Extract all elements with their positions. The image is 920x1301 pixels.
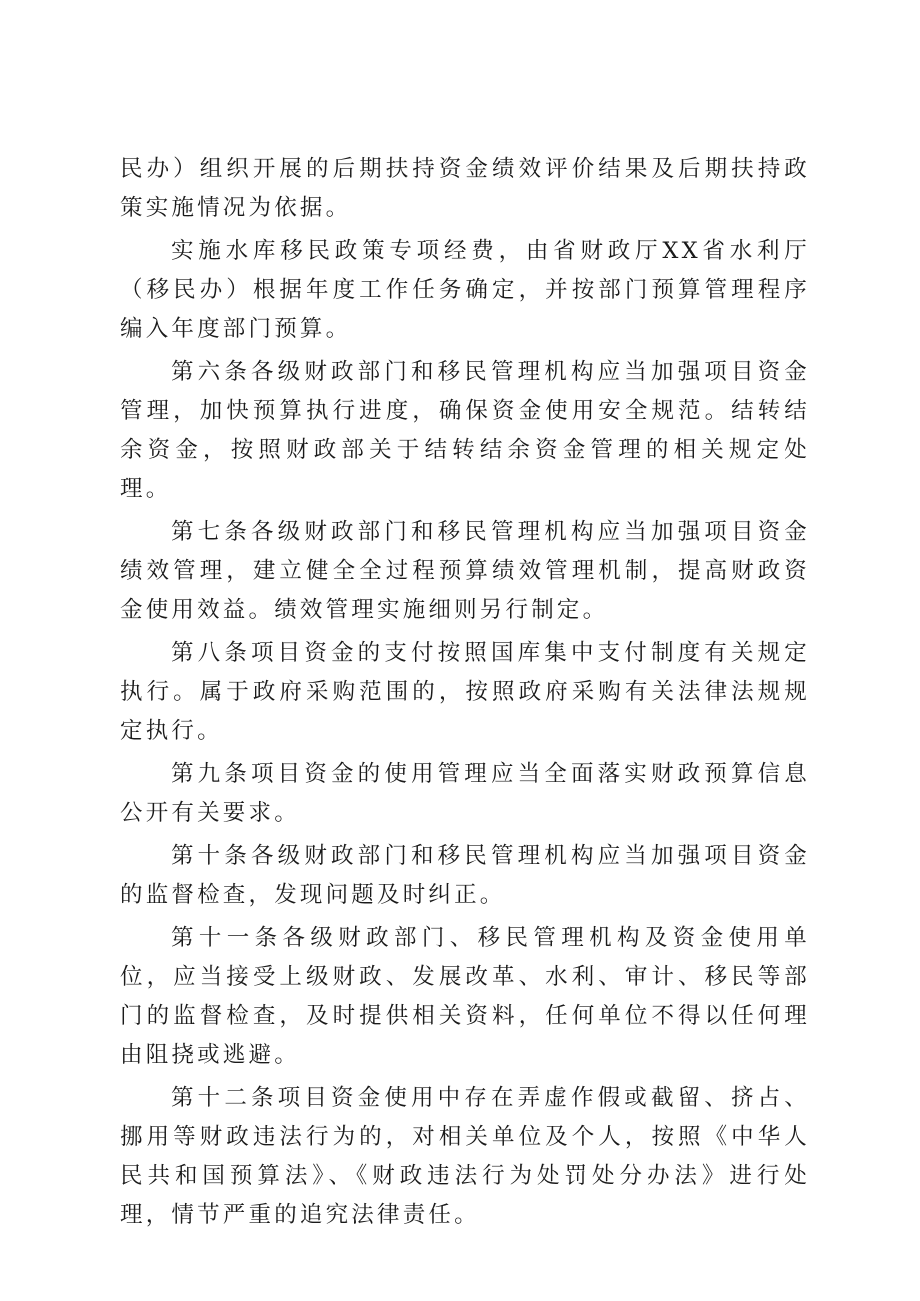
paragraph-article-8: 第八条项目资金的支付按照国库集中支付制度有关规定执行。属于政府采购范围的，按照政府采购有关法律法规规定执行。 bbox=[120, 640, 810, 744]
paragraph-article-12: 第十二条项目资金使用中存在弄虚作假或截留、挤占、挪用等财政违法行为的，对相关单位及个人，按照《中华人民共和国预算法》、《财政违法行为处罚处分办法》进行处理，情节严重的追究法律责任。 bbox=[120, 1085, 810, 1228]
paragraph-article-10: 第十条各级财政部门和移民管理机构应当加强项目资金的监督检查，发现问题及时纠正。 bbox=[120, 843, 810, 908]
paragraph-article-9: 第九条项目资金的使用管理应当全面落实财政预算信息公开有关要求。 bbox=[120, 761, 810, 826]
document-body bbox=[120, 150, 810, 1239]
paragraph-article-6: 第六条各级财政部门和移民管理机构应当加强项目资金管理，加快预算执行进度，确保资金使用安全规范。结转结余资金，按照财政部关于结转结余资金管理的相关规定处理。 bbox=[120, 359, 810, 502]
paragraph-article-11: 第十一条各级财政部门、移民管理机构及资金使用单位，应当接受上级财政、发展改革、水利、审计、移民等部门的监督检查，及时提供相关资料，任何单位不得以任何理由阻挠或逃避。 bbox=[120, 925, 810, 1068]
paragraph-continuation: 民办）组织开展的后期扶持资金绩效评价结果及后期扶持政策实施情况为依据。 bbox=[120, 156, 810, 221]
paragraph-article-7: 第七条各级财政部门和移民管理机构应当加强项目资金绩效管理，建立健全全过程预算绩效管理机制，提高财政资金使用效益。绩效管理实施细则另行制定。 bbox=[120, 519, 810, 623]
paragraph-special-funds: 实施水库移民政策专项经费，由省财政厅XX省水利厅（移民办）根据年度工作任务确定，并按部门预算管理程序编入年度部门预算。 bbox=[120, 238, 810, 342]
